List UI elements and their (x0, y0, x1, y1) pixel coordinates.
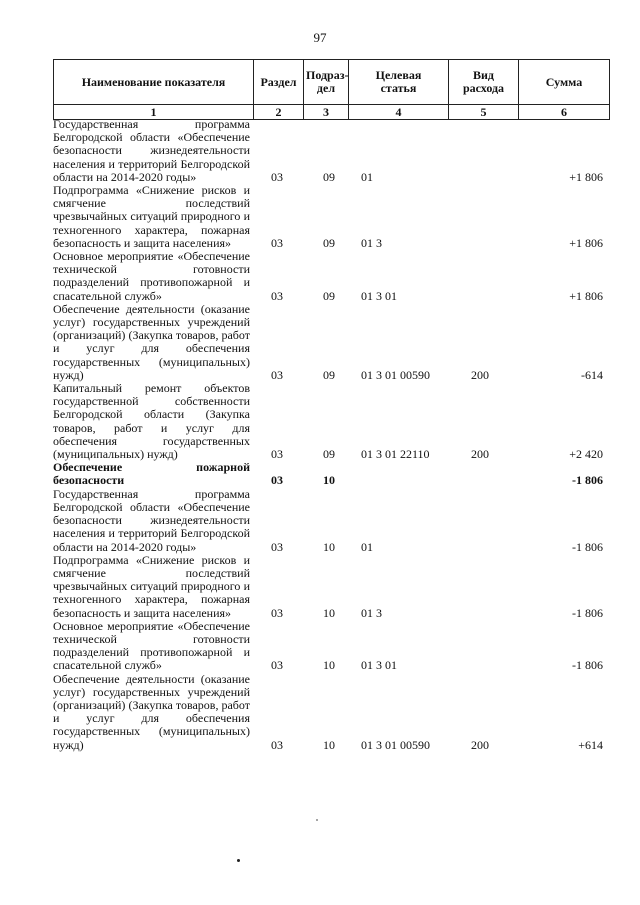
row-celevaya: 01 (361, 169, 373, 184)
table-row (53, 184, 609, 250)
col-number-6: 6 (519, 105, 610, 120)
col-number-2: 2 (254, 105, 304, 120)
table-body (53, 118, 609, 752)
row-celevaya: 01 3 01 22110 (361, 447, 430, 462)
row-summa: -614 (581, 367, 603, 382)
row-name: Обеспечение деятельности (оказание услуг) государственных учреждений (организаций) (Закупка товаров, работ и услуг для обеспечения государственных (муниципальных) нужд) (53, 671, 250, 752)
row-podrazdel: 09 (323, 169, 335, 184)
col-header-razdel: Раздел (254, 60, 304, 105)
row-celevaya: 01 3 01 (361, 658, 397, 673)
row-razdel: 03 (271, 235, 283, 250)
row-celevaya: 01 3 01 00590 (361, 367, 430, 382)
row-razdel: 03 (271, 473, 283, 488)
row-name: Подпрограмма «Снижение рисков и смягчение последствий чрезвычайных ситуаций природного и техногенного характера, пожарная безопасность и защита населения» (53, 552, 250, 620)
row-podrazdel: 10 (323, 658, 335, 673)
row-celevaya: 01 3 01 (361, 288, 397, 303)
col-header-vid: Вид расхода (449, 60, 519, 105)
row-summa: +1 806 (569, 235, 603, 250)
row-podrazdel: 10 (323, 605, 335, 620)
col-number-5: 5 (449, 105, 519, 120)
row-razdel: 03 (271, 539, 283, 554)
table-row (53, 488, 609, 554)
col-header-name: Наименование показателя (54, 60, 254, 105)
row-celevaya: 01 3 (361, 605, 382, 620)
row-summa: -1 806 (572, 605, 603, 620)
row-summa: -1 806 (572, 473, 603, 488)
row-summa: +1 806 (569, 288, 603, 303)
row-name: Основное мероприятие «Обеспечение технической готовности подразделений противопожарной и спасательной служб» (53, 618, 250, 673)
row-podrazdel: 09 (323, 235, 335, 250)
row-summa: -1 806 (572, 658, 603, 673)
row-razdel: 03 (271, 367, 283, 382)
row-podrazdel: 10 (323, 473, 335, 488)
row-podrazdel: 09 (323, 447, 335, 462)
scan-speck (237, 859, 240, 862)
scan-speck (316, 819, 318, 821)
table-row (53, 382, 609, 461)
row-celevaya: 01 3 (361, 235, 382, 250)
row-name: Подпрограмма «Снижение рисков и смягчение последствий чрезвычайных ситуаций природного и техногенного характера, пожарная безопасность и защита населения» (53, 183, 250, 250)
row-vid: 200 (471, 367, 489, 382)
row-razdel: 03 (271, 605, 283, 620)
row-summa: +2 420 (569, 447, 603, 462)
row-razdel: 03 (271, 447, 283, 462)
table-row (53, 303, 609, 382)
row-podrazdel: 09 (323, 288, 335, 303)
row-summa: +614 (578, 737, 603, 752)
row-razdel: 03 (271, 288, 283, 303)
col-number-3: 3 (304, 105, 349, 120)
table-header (53, 59, 610, 120)
row-razdel: 03 (271, 737, 283, 752)
row-celevaya: 01 3 01 00590 (361, 737, 430, 752)
row-vid: 200 (471, 447, 489, 462)
col-header-celevaya: Целевая статья (349, 60, 449, 105)
row-celevaya: 01 (361, 539, 373, 554)
row-name: Государственная программа Белгородской области «Обеспечение безопасности жизнедеятельности населения и территорий Белгородской области на 2014-2020 годы» (53, 117, 250, 184)
row-podrazdel: 09 (323, 367, 335, 382)
row-name: Основное мероприятие «Обеспечение технической готовности подразделений противопожарной и спасательной служб» (53, 249, 250, 303)
page-number: 97 (313, 30, 327, 45)
col-header-podrazdel: Подраз- дел (304, 60, 349, 105)
table-row (53, 461, 609, 487)
row-razdel: 03 (271, 658, 283, 673)
table-row (53, 250, 609, 303)
row-podrazdel: 10 (323, 539, 335, 554)
row-name: Государственная программа Белгородской области «Обеспечение безопасности жизнедеятельности населения и территорий Белгородской области на 2014-2020 годы» (53, 486, 250, 554)
col-number-1: 1 (54, 105, 254, 120)
table-row (53, 673, 609, 752)
row-vid: 200 (471, 737, 489, 752)
row-podrazdel: 10 (323, 737, 335, 752)
col-number-4: 4 (349, 105, 449, 120)
row-summa: +1 806 (569, 169, 603, 184)
table-row (53, 554, 609, 620)
row-name: Обеспечение пожарной безопасности (53, 460, 250, 488)
row-razdel: 03 (271, 169, 283, 184)
col-header-summa: Сумма (519, 60, 610, 105)
table-row (53, 620, 609, 673)
row-name: Обеспечение деятельности (оказание услуг) государственных учреждений (организаций) (Закупка товаров, работ и услуг для обеспечения государственных (муниципальных) нужд) (53, 301, 250, 382)
row-name: Капитальный ремонт объектов государственной собственности Белгородской области (Закупка товаров, работ и услуг для обеспечения государственных (муниципальных) нужд) (53, 381, 250, 462)
table-row (53, 118, 609, 184)
row-summa: -1 806 (572, 539, 603, 554)
